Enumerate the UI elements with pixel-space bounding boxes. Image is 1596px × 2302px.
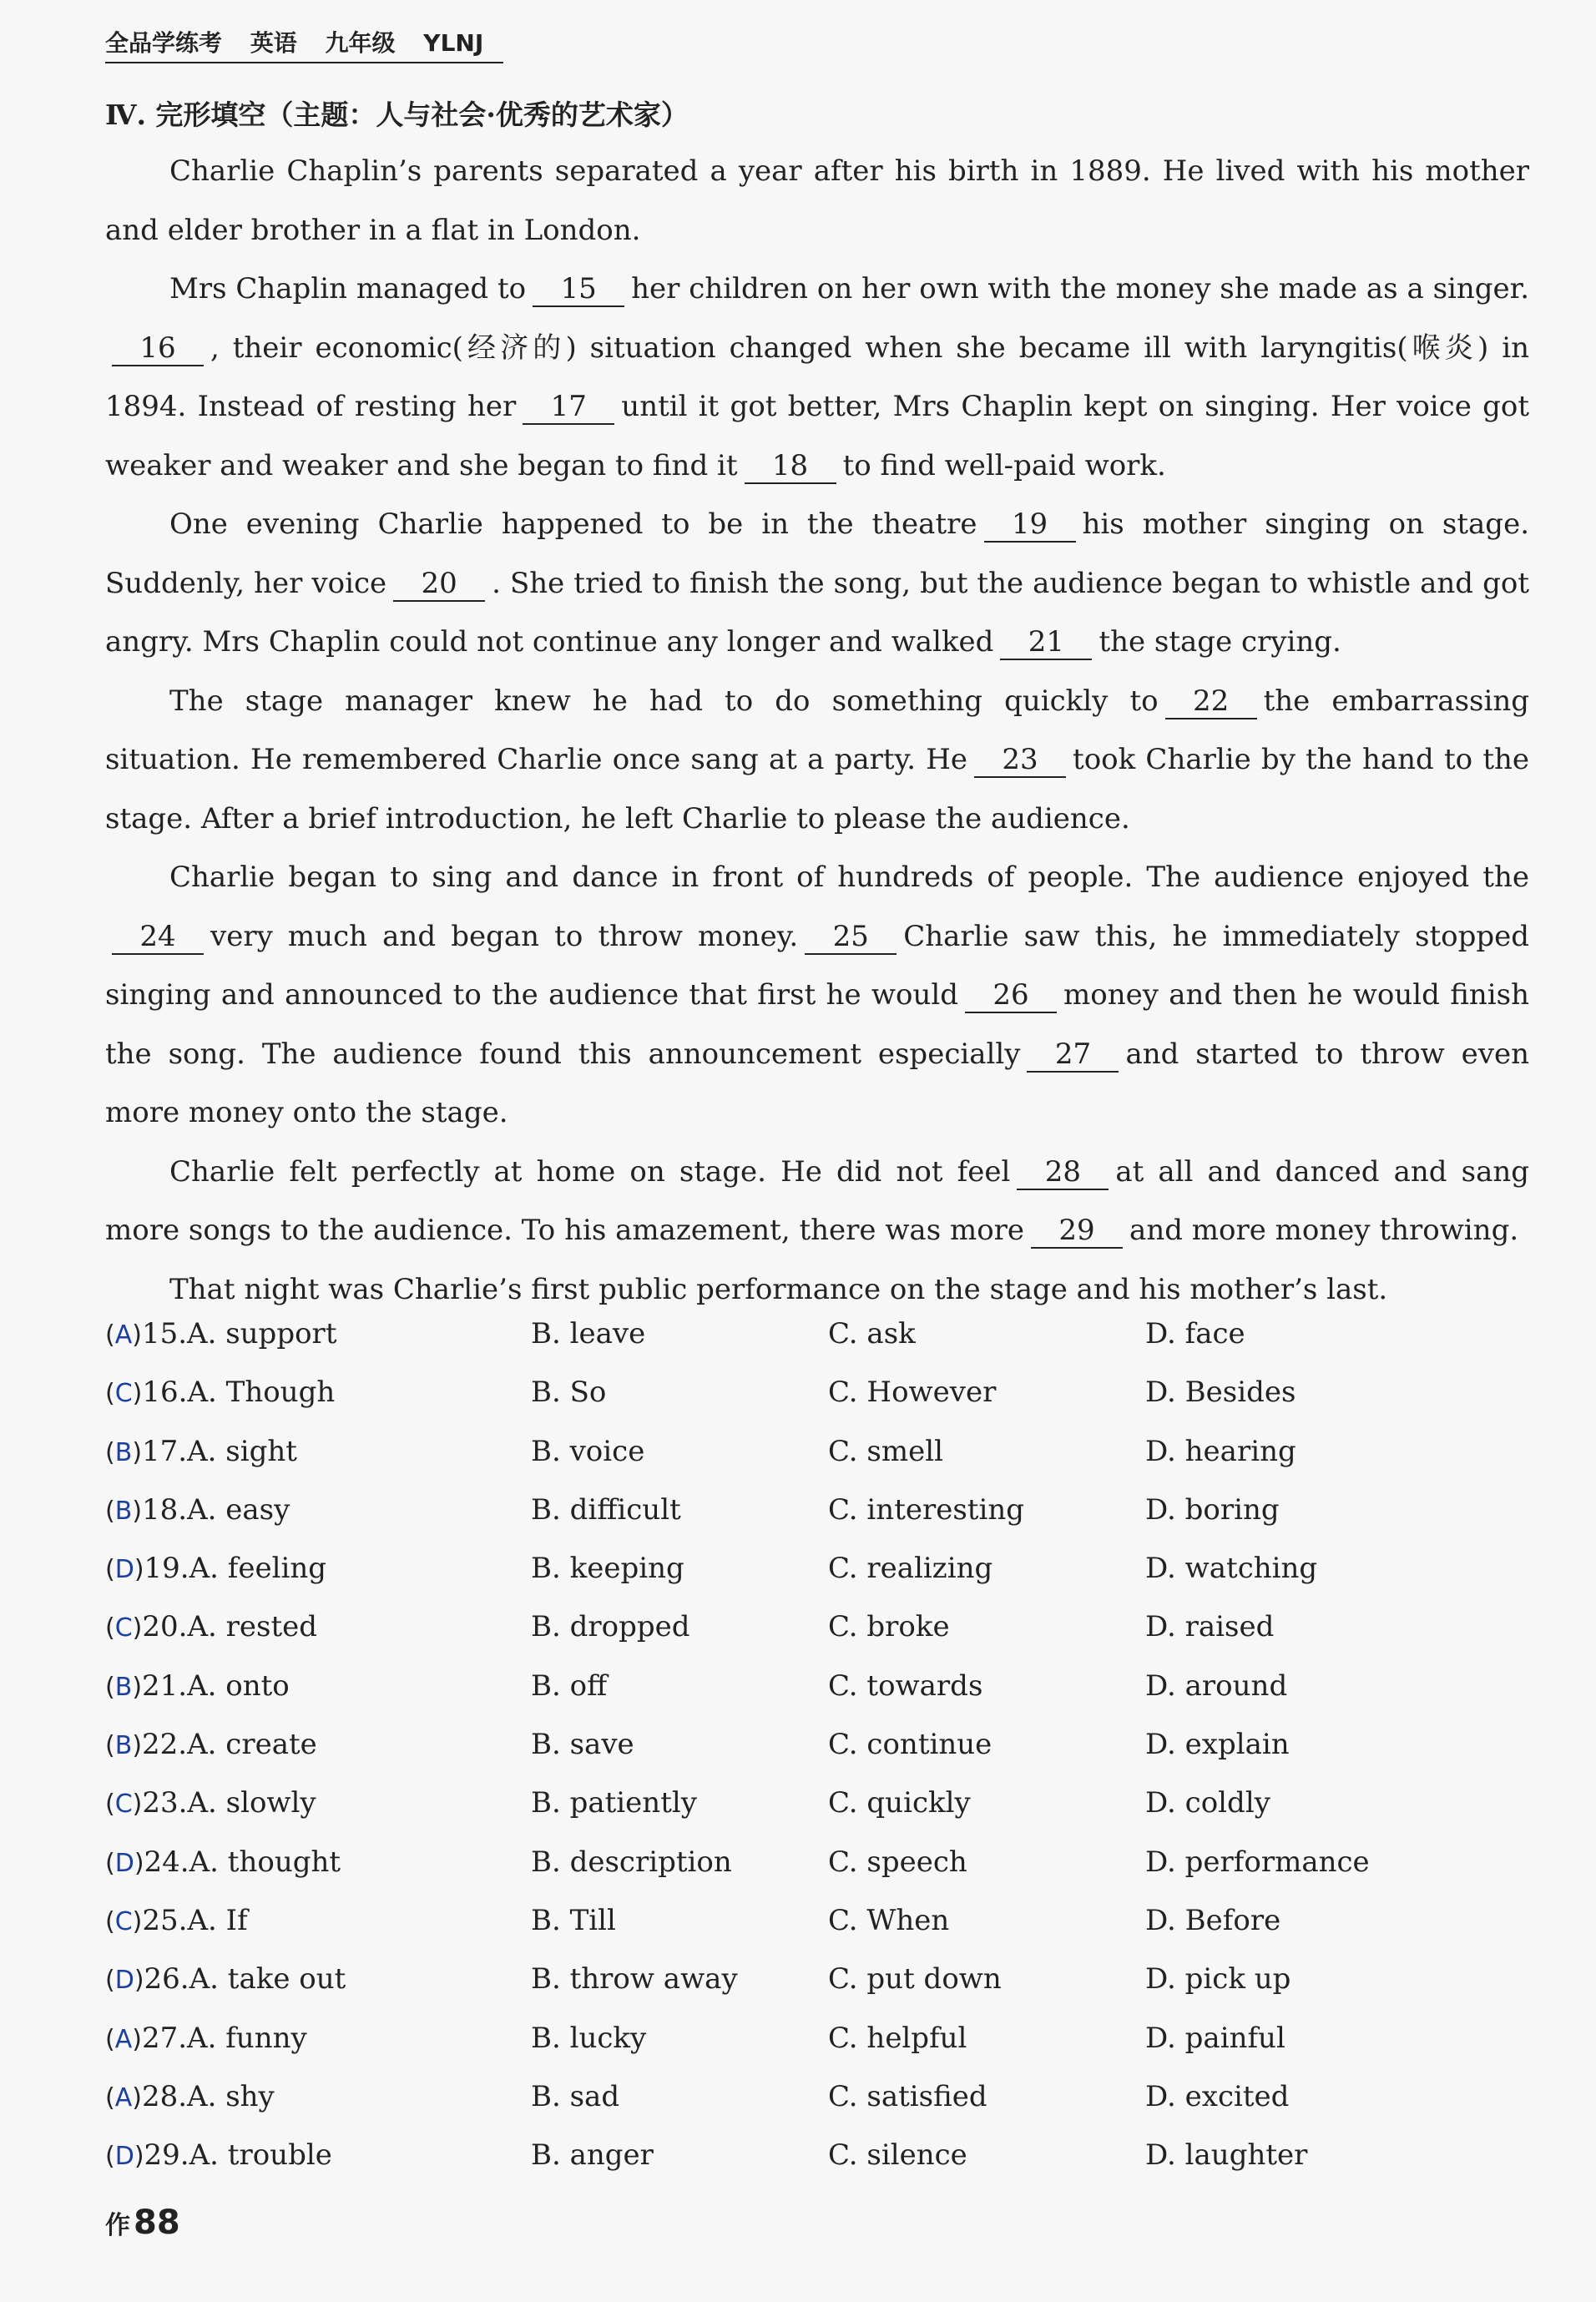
option-c: C. satisfied: [828, 2079, 987, 2113]
blank-29: 29: [1031, 1214, 1123, 1249]
answer-25: C: [114, 1906, 133, 1936]
blank-20: 20: [393, 567, 485, 602]
option-d: D. watching: [1145, 1552, 1318, 1586]
page-prefix: 作: [105, 2211, 130, 2240]
answer-16: C: [114, 1379, 133, 1409]
option-c: C. speech: [828, 1845, 967, 1879]
question-row: (D)19.A. feeling B. keeping C. realizing D. watching: [105, 1552, 1318, 1586]
option-b: B. off: [531, 1668, 608, 1703]
option-d: D. laughter: [1145, 2138, 1308, 2173]
book-title: 全品学练考: [105, 29, 223, 57]
question-row: (B)17.A. sight B. voice C. smell D. hearing: [105, 1434, 1296, 1468]
option-b: B. throw away: [531, 1962, 738, 1997]
option-b: B. difficult: [531, 1492, 681, 1527]
option-b: B. leave: [531, 1317, 646, 1350]
option-d: D. around: [1145, 1668, 1288, 1703]
option-a: A. sight: [187, 1434, 297, 1468]
option-b: B. anger: [531, 2138, 654, 2173]
passage: [105, 142, 1529, 1319]
option-d: D. face: [1145, 1317, 1245, 1350]
option-c: C. helpful: [828, 2021, 967, 2055]
section-title: Ⅳ. 完形填空（主题：人与社会·优秀的艺术家）: [105, 98, 689, 131]
option-c: C. smell: [828, 1434, 943, 1468]
question-row: (D)24.A. thought B. description C. speech D. performance: [105, 1845, 1370, 1879]
answer-15: A: [114, 1320, 133, 1350]
question-row: (C)20.A. rested B. dropped C. broke D. raised: [105, 1610, 1275, 1644]
question-row: (B)22.A. create B. save C. continue D. explain: [105, 1728, 1290, 1762]
blank-16: 16: [112, 331, 204, 366]
option-c: C. broke: [828, 1610, 950, 1644]
option-d: D. painful: [1145, 2021, 1285, 2055]
question-row: (C)25.A. If B. Till C. When D. Before: [105, 1903, 1281, 1937]
question-row: (B)18.A. easy B. difficult C. interesting D. boring: [105, 1492, 1280, 1527]
option-b: B. voice: [531, 1434, 645, 1468]
blank-17: 17: [523, 390, 614, 425]
option-a: A. support: [187, 1317, 337, 1350]
blank-28: 28: [1017, 1155, 1109, 1190]
blank-27: 27: [1027, 1037, 1119, 1073]
page-number: [105, 2204, 180, 2242]
question-row: (A)28.A. shy B. sad C. satisfied D. excited: [105, 2079, 1290, 2113]
option-a: A. easy: [187, 1492, 290, 1527]
page-number-value: 88: [134, 2204, 180, 2242]
option-b: B. save: [531, 1728, 634, 1762]
option-d: D. Before: [1145, 1903, 1281, 1937]
answer-19: D: [114, 1555, 134, 1585]
blank-18: 18: [745, 449, 836, 484]
subject: 英语: [250, 29, 297, 57]
answer-27: A: [114, 2024, 133, 2054]
paragraph-2: Mrs Chaplin managed to 15 her children on her own with the money she made as a singer.16 , their economic(经济的) situation changed when she became ill with laryngitis(喉炎) in 1894. Instead of resting her 17 until it got better, Mrs Chaplin kept on singing. Her voice got weaker and weaker and she began to find it 18 to find well-paid work.: [105, 272, 1530, 482]
option-b: B. description: [531, 1845, 732, 1879]
answer-24: D: [114, 1848, 134, 1878]
option-d: D. explain: [1145, 1728, 1290, 1762]
option-c: C. put down: [828, 1962, 1002, 1997]
question-row: (B)21.A. onto B. off C. towards D. around: [105, 1668, 1288, 1703]
blank-26: 26: [965, 978, 1057, 1013]
paragraph-1: Charlie Chaplin’s parents separated a year after his birth in 1889. He lived with his mother and elder brother in a flat in London.: [105, 154, 1529, 247]
option-a: A. rested: [187, 1610, 318, 1644]
option-b: B. sad: [531, 2079, 620, 2113]
option-a: A. trouble: [189, 2138, 332, 2173]
option-c: C. continue: [828, 1728, 992, 1762]
option-a: A. shy: [187, 2079, 275, 2113]
grade: 九年级: [325, 29, 396, 57]
question-row: (D)29.A. trouble B. anger C. silence D. laughter: [105, 2138, 1308, 2173]
option-d: D. excited: [1145, 2079, 1290, 2113]
option-a: A. If: [187, 1903, 248, 1937]
answer-21: B: [114, 1672, 133, 1702]
option-d: D. performance: [1145, 1845, 1370, 1879]
answer-29: D: [114, 2142, 134, 2172]
option-c: C. When: [828, 1903, 950, 1937]
option-a: A. feeling: [189, 1552, 327, 1586]
question-row: (D)26.A. take out B. throw away C. put down D. pick up: [105, 1962, 1291, 1997]
answer-28: A: [114, 2082, 133, 2113]
option-c: C. realizing: [828, 1552, 993, 1586]
answer-17: B: [114, 1437, 133, 1467]
question-row: (C)16.A. Though B. So C. However D. Besides: [105, 1376, 1296, 1410]
paragraph-5: Charlie began to sing and dance in front of hundreds of people. The audience enjoyed the24 very much and began to throw money. 25 Charlie saw this, he immediately stopped singing and announced to the audience that first he would 26 money and then he would finish the song. The audience found this announcement especially 27 and started to throw even more money onto the stage.: [105, 861, 1530, 1129]
blank-23: 23: [974, 743, 1066, 778]
option-b: B. keeping: [531, 1552, 684, 1586]
answer-22: B: [114, 1731, 133, 1761]
blank-21: 21: [1000, 625, 1092, 660]
option-d: D. coldly: [1145, 1786, 1270, 1820]
answer-18: B: [114, 1496, 133, 1526]
paragraph-7: That night was Charlie’s first public performance on the stage and his mother’s last.: [169, 1272, 1388, 1306]
question-list: [105, 1317, 1529, 2197]
option-a: A. onto: [187, 1668, 290, 1703]
option-b: B. dropped: [531, 1610, 690, 1644]
edition: YLNJ: [423, 29, 484, 57]
question-row: (C)23.A. slowly B. patiently C. quickly D. coldly: [105, 1786, 1270, 1820]
blank-25: 25: [805, 920, 896, 955]
option-c: C. quickly: [828, 1786, 971, 1820]
blank-24: 24: [112, 920, 204, 955]
option-c: C. interesting: [828, 1492, 1024, 1527]
paragraph-6: Charlie felt perfectly at home on stage. He did not feel 28 at all and danced and sang more songs to the audience. To his amazement, there was more 29 and more money throwing.: [105, 1154, 1529, 1247]
option-d: D. hearing: [1145, 1434, 1296, 1468]
option-b: B. Till: [531, 1903, 616, 1937]
paragraph-3: One evening Charlie happened to be in the theatre 19 his mother singing on stage. Suddenly, her voice 20 . She tried to finish the song, but the audience began to whistle and got angry. Mrs Chaplin could not continue any longer and walked 21 the stage crying.: [105, 507, 1530, 659]
option-b: B. lucky: [531, 2021, 647, 2055]
option-d: D. boring: [1145, 1492, 1280, 1527]
option-a: A. slowly: [187, 1786, 316, 1820]
question-row: (A)27.A. funny B. lucky C. helpful D. painful: [105, 2021, 1285, 2055]
option-c: C. However: [828, 1376, 997, 1410]
option-c: C. towards: [828, 1668, 983, 1703]
option-a: A. thought: [189, 1845, 341, 1879]
option-c: C. silence: [828, 2138, 967, 2173]
blank-19: 19: [984, 507, 1076, 543]
answer-23: C: [114, 1790, 133, 1820]
option-a: A. funny: [187, 2021, 307, 2055]
question-row: (A)15.A. support B. leave C. ask D. face: [105, 1317, 1245, 1350]
blank-22: 22: [1165, 684, 1257, 719]
option-d: D. pick up: [1145, 1962, 1291, 1997]
option-a: A. Though: [187, 1376, 336, 1410]
blank-15: 15: [533, 272, 624, 307]
option-b: B. patiently: [531, 1786, 697, 1820]
answer-26: D: [114, 1966, 134, 1996]
option-c: C. ask: [828, 1317, 916, 1350]
option-a: A. create: [187, 1728, 317, 1762]
option-b: B. So: [531, 1376, 607, 1410]
option-a: A. take out: [189, 1962, 346, 1997]
option-d: D. raised: [1145, 1610, 1275, 1644]
option-d: D. Besides: [1145, 1376, 1296, 1410]
page-header: [105, 25, 503, 63]
answer-20: C: [114, 1613, 133, 1643]
paragraph-4: The stage manager knew he had to do something quickly to 22 the embarrassing situation. He remembered Charlie once sang at a party. He 23 took Charlie by the hand to the stage. After a brief introduction, he left Charlie to please the audience.: [105, 684, 1529, 835]
